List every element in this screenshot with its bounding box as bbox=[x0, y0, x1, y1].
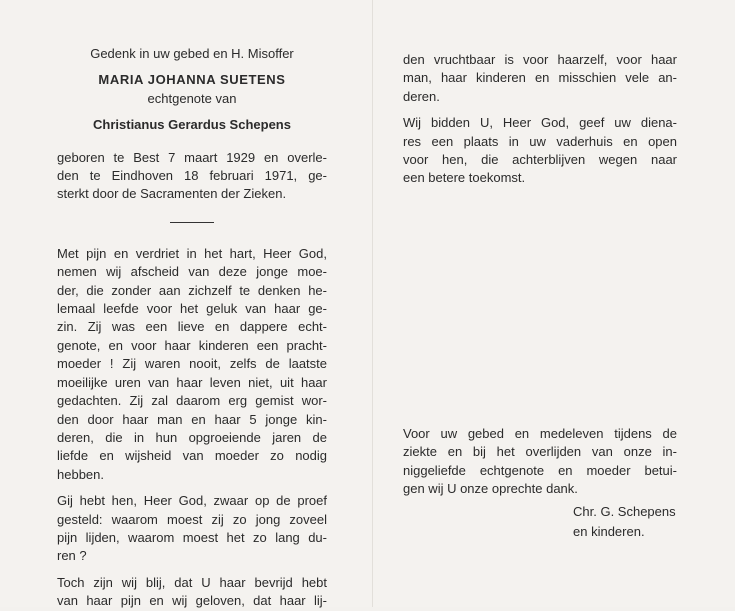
left-panel bbox=[57, 45, 327, 611]
signature-name: Chr. G. Schepens bbox=[573, 503, 676, 519]
prayer-paragraph-2 bbox=[57, 492, 327, 566]
prayer-line: lemaal leefde voor het geluk van haar ge- bbox=[57, 301, 327, 317]
prayer-line: den vruchtbaar is voor haarzelf, voor haar bbox=[403, 52, 677, 67]
thanks-line: Voor uw gebed en medeleven tijdens de bbox=[403, 426, 677, 441]
card-fold-line bbox=[372, 0, 373, 607]
prayer-line: van haar pijn en wij geloven, dat haar lij- bbox=[57, 593, 327, 609]
signature-family: en kinderen. bbox=[573, 524, 645, 540]
thanks-paragraph bbox=[403, 425, 677, 499]
thanks-line: gen wij U onze oprechte dank. bbox=[403, 481, 578, 497]
prayer-line: een betere toekomst. bbox=[403, 170, 526, 186]
prayer-line: deren, die in hun opgroeiende jaren de bbox=[57, 429, 327, 445]
prayer-line: der, die zonder aan zichzelf te denken he- bbox=[57, 282, 327, 298]
prayer-paragraph-3 bbox=[57, 574, 327, 611]
prayer-line: den door haar man en haar 5 jonge kin- bbox=[57, 411, 327, 427]
prayer-line: gesteld: waarom moest zij zo jong zoveel bbox=[57, 511, 327, 527]
prayer-line: pijn lijden, waarom moest het zo lang du- bbox=[57, 529, 327, 545]
prayer-line: deren. bbox=[403, 88, 440, 104]
prayer-line: Wij bidden U, Heer God, geef uw diena- bbox=[403, 115, 677, 131]
birth-line: sterkt door de Sacramenten der Zieken. bbox=[57, 186, 287, 202]
relation-text: echtgenote van bbox=[147, 90, 237, 106]
spouse-name: Christianus Gerardus Schepens bbox=[93, 117, 291, 133]
prayer-line: voor hen, die achterblijven wegen naar bbox=[403, 152, 677, 168]
prayer-line: Toch zijn wij blij, dat U haar bevrijd hebt bbox=[57, 574, 327, 590]
prayer-line: Gij hebt hen, Heer God, zwaar op de proef bbox=[57, 493, 327, 509]
prayer-line: moeder ! Zij waren nooit, zelfs de laatste bbox=[57, 356, 327, 372]
thanks-line: ziekte en bij het overlijden van onze in- bbox=[403, 444, 677, 460]
prayer-line: moeilijke uren van haar leven niet, uit haar bbox=[57, 374, 327, 390]
divider bbox=[170, 222, 214, 223]
prayer-line: zin. Zij was een lieve en dappere echt- bbox=[57, 319, 327, 335]
prayer-line: genote, en voor haar kinderen een pracht- bbox=[57, 337, 327, 353]
thanks-section bbox=[403, 425, 677, 541]
prayer-line: ren ? bbox=[57, 548, 87, 564]
signature-block bbox=[403, 503, 677, 542]
heading: Gedenk in uw gebed en H. Misoffer bbox=[90, 46, 294, 61]
birth-line: den te Eindhoven 18 februari 1971, ge- bbox=[57, 168, 327, 184]
prayer-line: Met pijn en verdriet in het hart, Heer God, bbox=[57, 245, 327, 261]
prayer-line: nemen wij afscheid van deze jonge moe- bbox=[57, 264, 327, 280]
thanks-line: niggeliefde echtgenote en moeder betui- bbox=[403, 462, 677, 478]
continuation-paragraph bbox=[403, 51, 677, 106]
prayer-line: res een plaats in uw vaderhuis en open bbox=[403, 133, 677, 149]
prayer-line: liefde en wijsheid van moeder zo nodig bbox=[57, 448, 327, 464]
closing-prayer bbox=[403, 114, 677, 188]
prayer-line: gedachten. Zij zal daarom erg gemist wor- bbox=[57, 393, 327, 409]
birth-line: geboren te Best 7 maart 1929 en overle- bbox=[57, 149, 327, 165]
birth-death-text bbox=[57, 149, 327, 204]
deceased-name: MARIA JOHANNA SUETENS bbox=[98, 72, 286, 88]
prayer-paragraph-1 bbox=[57, 245, 327, 484]
prayer-line: hebben. bbox=[57, 466, 104, 482]
right-panel bbox=[403, 51, 677, 188]
prayer-line: man, haar kinderen en misschien vele an- bbox=[403, 70, 677, 86]
